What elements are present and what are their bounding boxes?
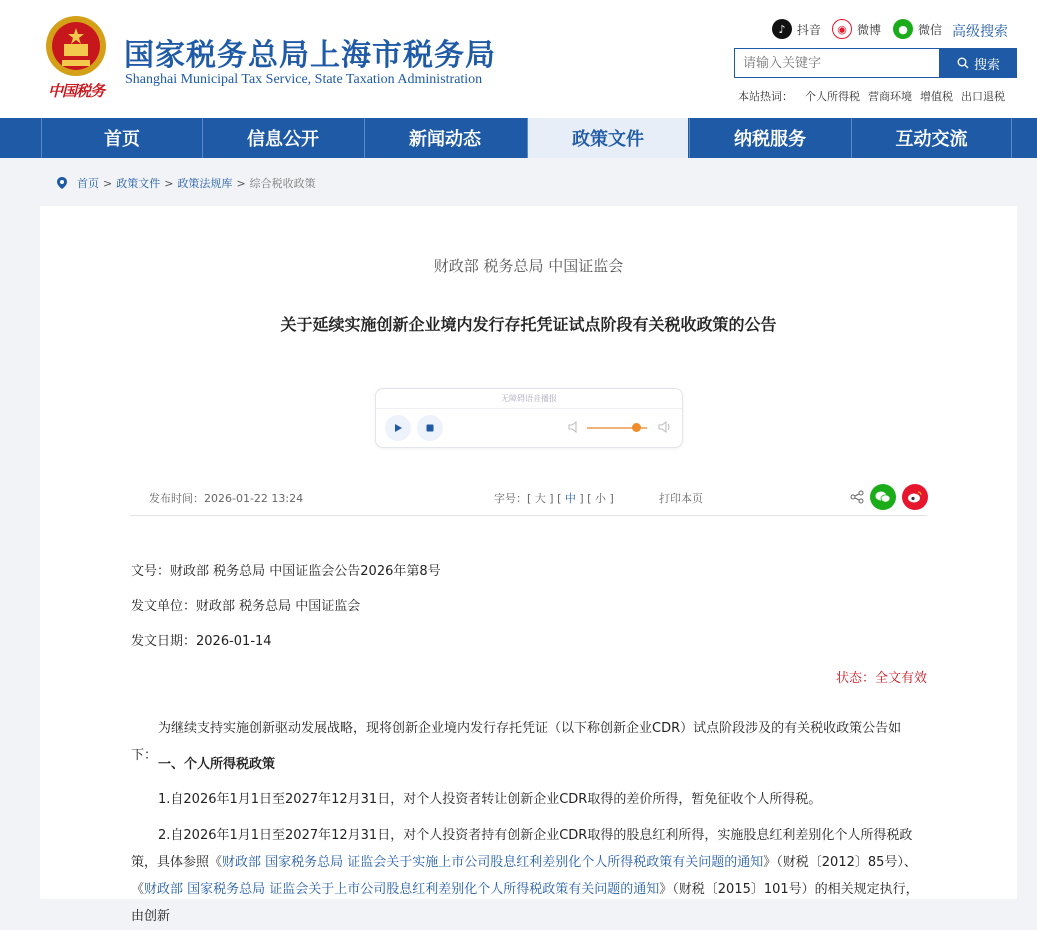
section-heading: 一、个人所得税政策 bbox=[158, 757, 276, 772]
search-button[interactable]: 搜索 bbox=[940, 48, 1017, 78]
hot-words bbox=[738, 88, 1005, 104]
font-small-button[interactable]: 小 bbox=[594, 492, 606, 505]
site-header bbox=[0, 0, 1037, 118]
weibo-share-icon[interactable] bbox=[902, 484, 928, 510]
search-icon bbox=[957, 57, 969, 69]
wechat-share-icon[interactable] bbox=[870, 484, 896, 510]
wechat-link[interactable]: ● 微信 bbox=[893, 19, 942, 39]
play-icon bbox=[393, 423, 403, 433]
article-title: 关于延续实施创新企业境内发行存托凭证试点阶段有关税收政策的公告 bbox=[280, 315, 777, 334]
advanced-search-link[interactable]: 高级搜索 bbox=[952, 24, 1008, 40]
weibo-icon: ◉ bbox=[832, 19, 852, 39]
play-button[interactable] bbox=[385, 415, 411, 441]
font-size-controls: 字号：[ 大 ] [ 中 ] [ 小 ] bbox=[494, 492, 614, 505]
site-subtitle: Shanghai Municipal Tax Service, State Taxation Administration bbox=[125, 72, 483, 87]
breadcrumb-current: 综合税收政策 bbox=[249, 177, 316, 190]
weibo-link[interactable]: ◉ 微博 bbox=[832, 19, 881, 39]
hot-word[interactable]: 出口退税 bbox=[961, 90, 1005, 103]
douyin-icon: ♪ bbox=[772, 19, 792, 39]
print-button[interactable]: 打印本页 bbox=[659, 492, 703, 505]
breadcrumb-separator: > bbox=[103, 176, 113, 190]
paragraph-2: 2.自2026年1月1日至2027年12月31日，对个人投资者持有创新企业CDR取得的股息红利所得，实施股息红利差别化个人所得税政策，具体参照《财政部 国家税务总局 证监会关于实施上市公司股息红利差别化个人所得税政策有关问题的通知》（财税〔2012〕85号）、《财政部 国家税务总局 证监会关于上市公司股息红利差别化个人所得税政策有关问题的通知》（财税〔2015〕101号）的相关规定执行，由创新 bbox=[131, 828, 919, 924]
nav-item-home[interactable]: 首页 bbox=[41, 118, 202, 158]
nav-item-interaction[interactable]: 互动交流 bbox=[851, 118, 1012, 158]
breadcrumb-separator: > bbox=[164, 176, 174, 190]
issuing-unit: 发文单位：财政部 税务总局 中国证监会 bbox=[131, 599, 361, 614]
status-badge: 状态：全文有效 bbox=[836, 671, 928, 686]
main-nav bbox=[0, 118, 1037, 158]
hot-words-label: 本站热词： bbox=[738, 90, 793, 103]
breadcrumb-home[interactable]: 首页 bbox=[77, 177, 99, 190]
breadcrumb-separator: > bbox=[236, 176, 246, 190]
intro-paragraph: 为继续支持实施创新驱动发展战略，现将创新企业境内发行存托凭证（以下称创新企业CDR）试点阶段涉及的有关税收政策公告如下： bbox=[131, 721, 902, 763]
nav-item-info[interactable]: 信息公开 bbox=[202, 118, 363, 158]
meta-divider bbox=[130, 515, 927, 516]
share-icon[interactable] bbox=[850, 490, 864, 504]
location-pin-icon bbox=[55, 176, 69, 190]
stop-button[interactable] bbox=[417, 415, 443, 441]
douyin-link[interactable]: ♪ 抖音 bbox=[772, 19, 821, 39]
breadcrumb-library[interactable]: 政策法规库 bbox=[177, 177, 233, 190]
search-input[interactable] bbox=[734, 48, 940, 78]
paragraph-1: 1.自2026年1月1日至2027年12月31日，对个人投资者转让创新企业CDR取得的差价所得，暂免征收个人所得税。 bbox=[158, 792, 822, 807]
share-bar bbox=[850, 484, 928, 510]
hot-word[interactable]: 个人所得税 bbox=[805, 90, 860, 103]
mute-icon[interactable] bbox=[568, 421, 580, 433]
site-title[interactable]: 国家税务总局上海市税务局 bbox=[124, 38, 496, 73]
volume-icon[interactable] bbox=[658, 421, 672, 433]
stop-icon bbox=[425, 423, 435, 433]
font-large-button[interactable]: 大 bbox=[534, 492, 546, 505]
wechat-icon: ● bbox=[893, 19, 913, 39]
policy-link-1[interactable]: 财政部 国家税务总局 证监会关于实施上市公司股息红利差别化个人所得税政策有关问题的通知 bbox=[222, 855, 764, 870]
article-issuer: 财政部 税务总局 中国证监会 bbox=[433, 257, 624, 275]
breadcrumb bbox=[55, 175, 316, 191]
nav-item-policy[interactable]: 政策文件 bbox=[527, 118, 688, 158]
tax-logo-seal: 中国税务 bbox=[48, 82, 105, 100]
policy-link-2[interactable]: 财政部 国家税务总局 证监会关于上市公司股息红利差别化个人所得税政策有关问题的通知 bbox=[144, 882, 660, 897]
publish-time: 发布时间：2026-01-22 13:24 bbox=[149, 492, 304, 505]
hot-word[interactable]: 营商环境 bbox=[868, 90, 912, 103]
article-card bbox=[40, 206, 1017, 924]
font-medium-button[interactable]: 中 bbox=[564, 492, 576, 505]
doc-number: 文号：财政部 税务总局 中国证监会公告2026年第8号 bbox=[131, 564, 441, 579]
issue-date: 发文日期：2026-01-14 bbox=[131, 634, 272, 649]
volume-knob[interactable] bbox=[632, 423, 641, 432]
nav-item-news[interactable]: 新闻动态 bbox=[364, 118, 525, 158]
national-emblem-icon bbox=[44, 14, 108, 78]
audio-player bbox=[375, 388, 683, 448]
player-caption: 无障碍语音播报 bbox=[376, 393, 682, 409]
breadcrumb-policy[interactable]: 政策文件 bbox=[116, 177, 161, 190]
hot-word[interactable]: 增值税 bbox=[920, 90, 953, 103]
nav-item-service[interactable]: 纳税服务 bbox=[689, 118, 850, 158]
